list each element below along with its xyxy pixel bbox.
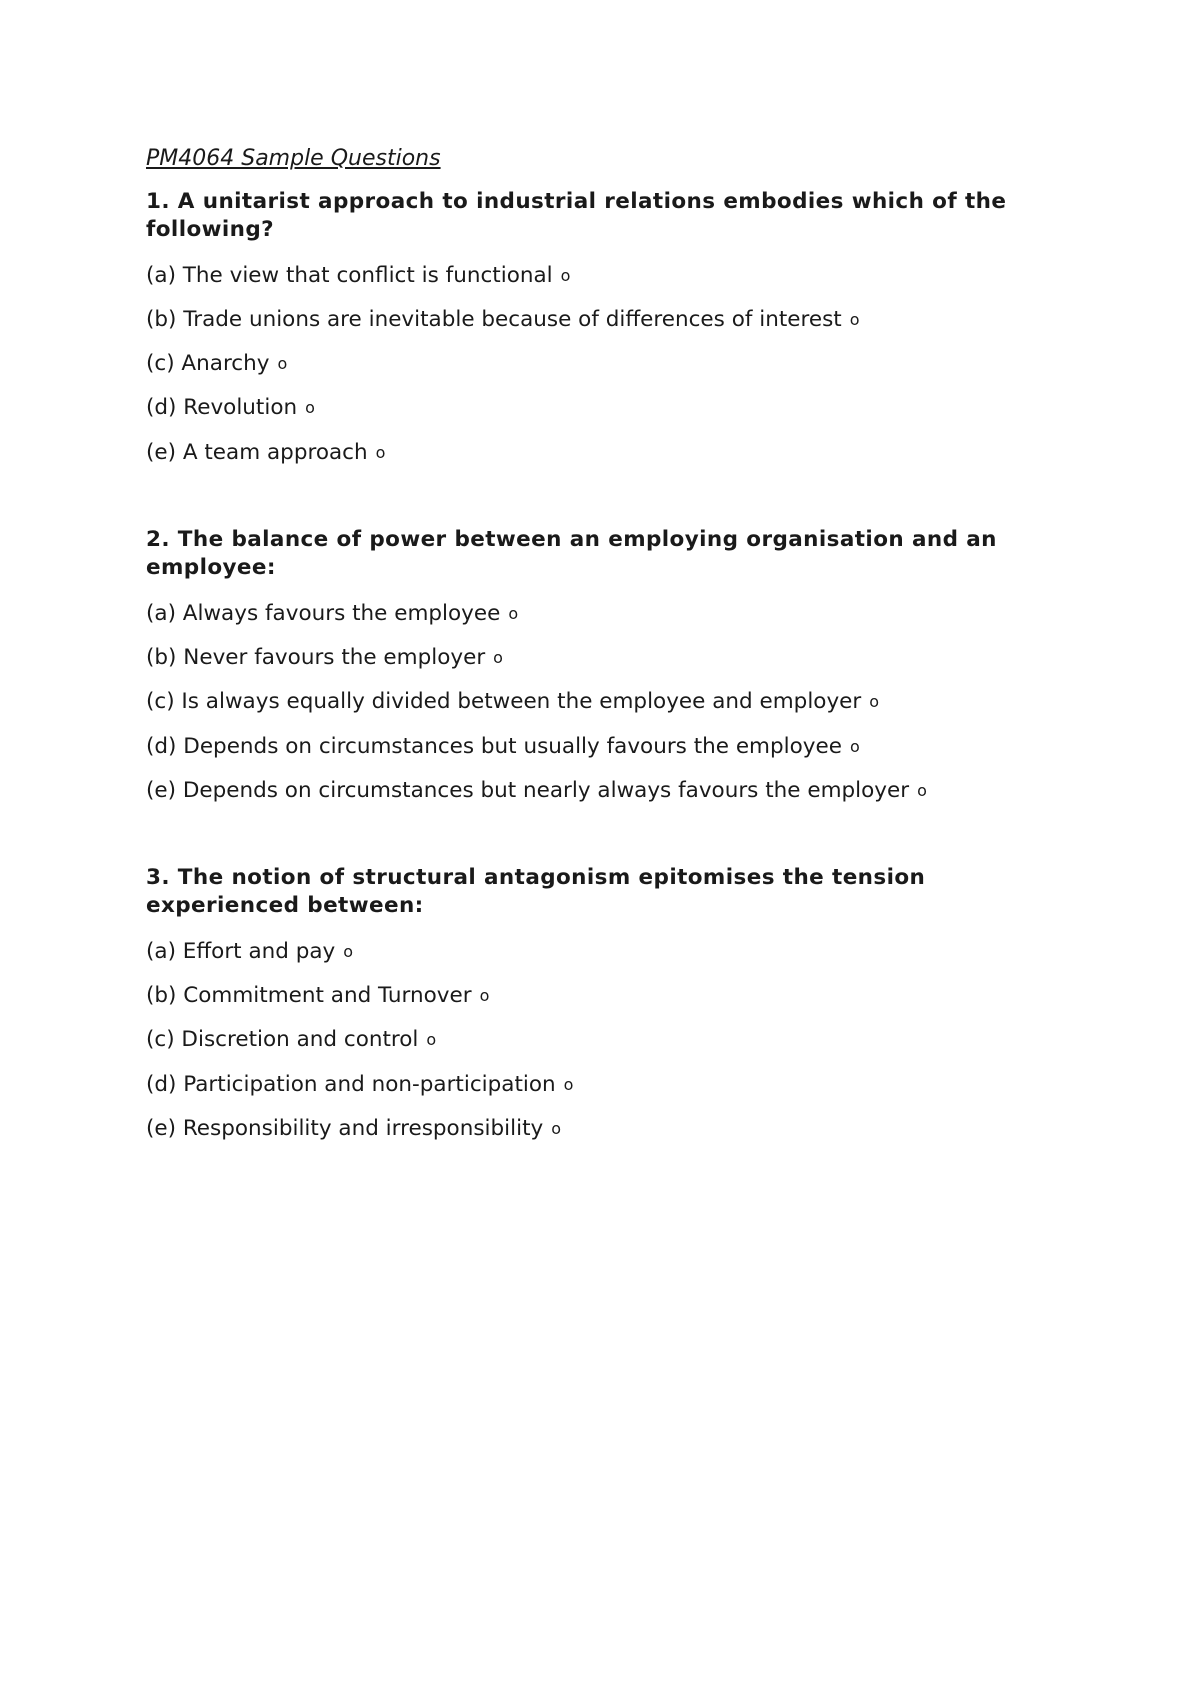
- option-label: (e) Depends on circumstances but nearly always favours the employer: [146, 778, 910, 803]
- question-2: 2. The balance of power between an employing organisation and an employee:: [146, 527, 997, 580]
- radio-icon[interactable]: o: [426, 1030, 437, 1049]
- radio-icon[interactable]: o: [375, 443, 386, 462]
- question-3-option-b[interactable]: [146, 982, 489, 1010]
- question-2-option-a[interactable]: [146, 600, 518, 628]
- option-label: (c) Discretion and control: [146, 1027, 419, 1052]
- question-3-option-d[interactable]: [146, 1071, 573, 1099]
- question-2-option-c[interactable]: [146, 688, 879, 716]
- radio-icon[interactable]: o: [849, 737, 860, 756]
- option-label: (b) Trade unions are inevitable because of differences of interest: [146, 307, 842, 332]
- option-label: (c) Anarchy: [146, 351, 270, 376]
- question-1-option-e[interactable]: [146, 439, 385, 467]
- question-2-option-e[interactable]: [146, 777, 927, 805]
- radio-icon[interactable]: o: [551, 1119, 562, 1138]
- option-label: (a) The view that conflict is functional: [146, 263, 553, 288]
- option-label: (e) A team approach: [146, 440, 368, 465]
- document-title: PM4064 Sample Questions: [146, 146, 441, 171]
- option-label: (b) Never favours the employer: [146, 645, 486, 670]
- radio-icon[interactable]: o: [277, 354, 288, 373]
- option-label: (e) Responsibility and irresponsibility: [146, 1116, 544, 1141]
- option-label: (c) Is always equally divided between the employee and employer: [146, 689, 862, 714]
- radio-icon[interactable]: o: [849, 310, 860, 329]
- question-1-option-c[interactable]: [146, 350, 287, 378]
- radio-icon[interactable]: o: [343, 942, 354, 961]
- question-1-option-d[interactable]: [146, 394, 315, 422]
- radio-icon[interactable]: o: [493, 648, 503, 667]
- radio-icon[interactable]: o: [479, 986, 490, 1005]
- question-1: 1. A unitarist approach to industrial relations embodies which of the following?: [146, 189, 1007, 242]
- question-3: 3. The notion of structural antagonism epitomises the tension experienced between:: [146, 865, 926, 918]
- question-1-option-b[interactable]: [146, 306, 860, 334]
- question-3-option-a[interactable]: [146, 938, 353, 966]
- radio-icon[interactable]: o: [563, 1075, 574, 1094]
- question-3-option-e[interactable]: [146, 1115, 561, 1143]
- option-label: (d) Participation and non-participation: [146, 1072, 556, 1097]
- option-label: (b) Commitment and Turnover: [146, 983, 472, 1008]
- option-label: (a) Always favours the employee: [146, 601, 501, 626]
- question-3-option-c[interactable]: [146, 1026, 436, 1054]
- radio-icon[interactable]: o: [305, 398, 315, 417]
- option-label: (d) Revolution: [146, 395, 298, 420]
- radio-icon[interactable]: o: [917, 781, 927, 800]
- question-1-option-a[interactable]: [146, 262, 570, 290]
- radio-icon[interactable]: o: [560, 266, 571, 285]
- option-label: (d) Depends on circumstances but usually favours the employee: [146, 734, 842, 759]
- radio-icon[interactable]: o: [869, 692, 880, 711]
- question-2-option-d[interactable]: [146, 733, 860, 761]
- option-label: (a) Effort and pay: [146, 939, 336, 964]
- radio-icon[interactable]: o: [508, 604, 519, 623]
- question-2-option-b[interactable]: [146, 644, 503, 672]
